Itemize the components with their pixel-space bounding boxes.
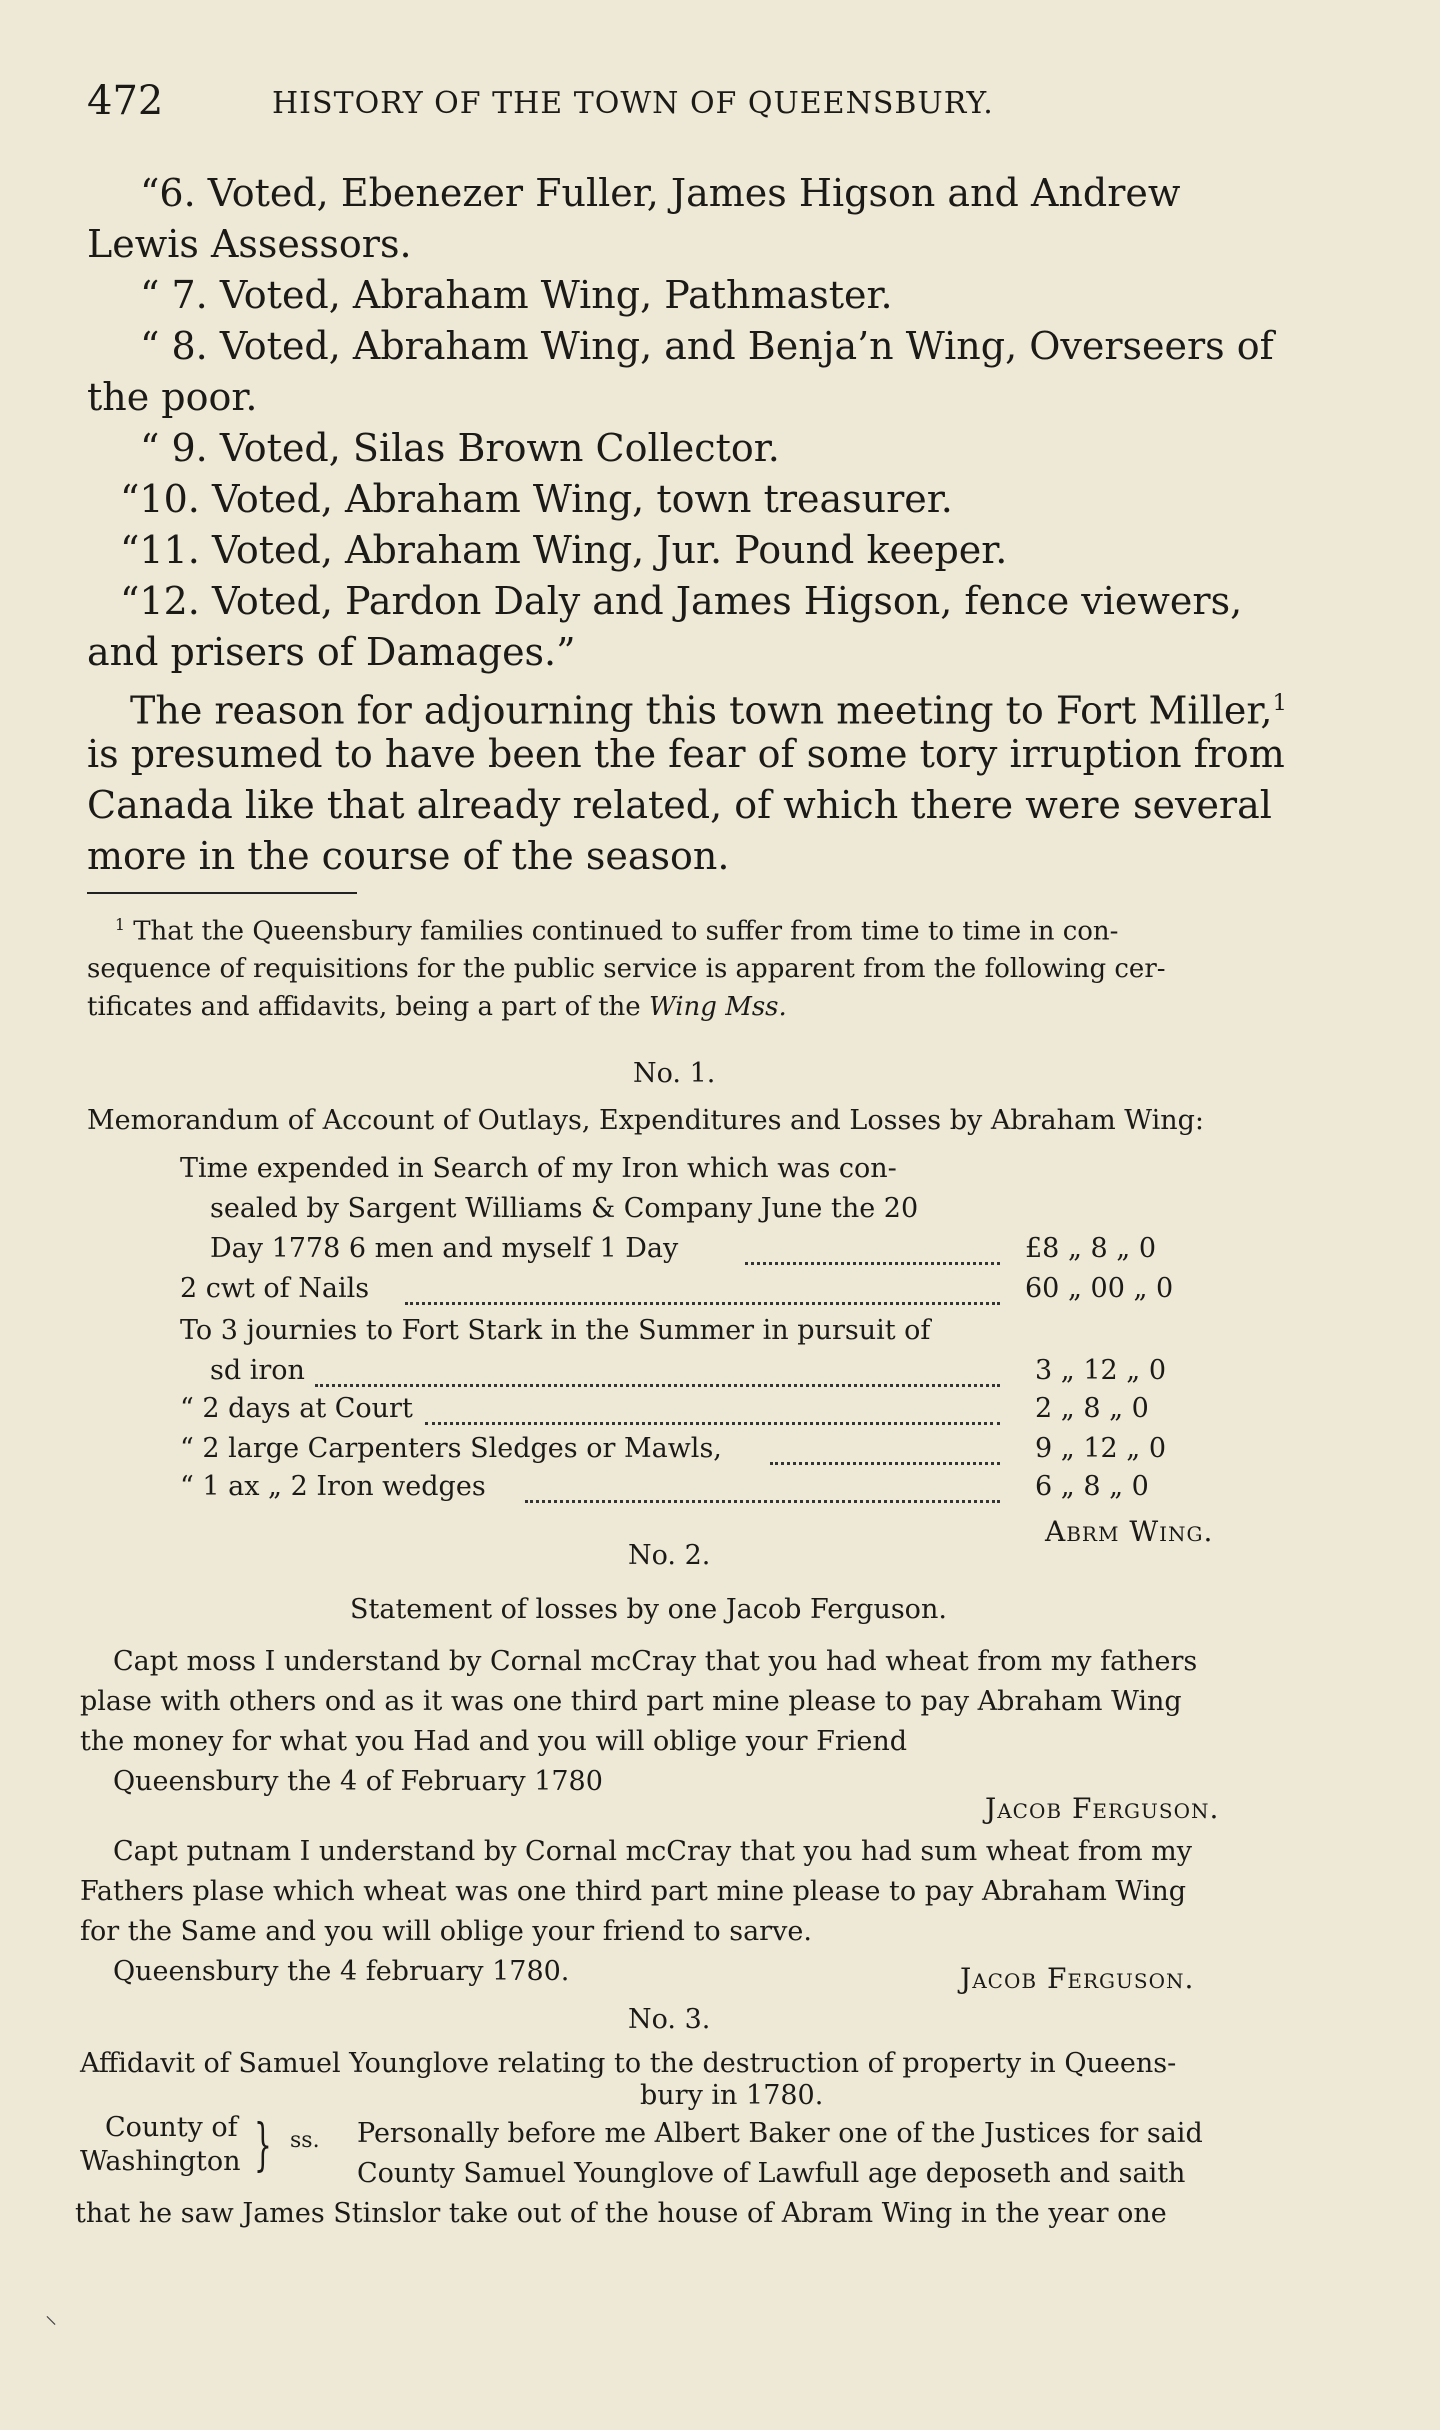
no1-item3-line2: sd iron: [210, 1355, 305, 1386]
footnote-divider: [87, 892, 357, 894]
wing-mss-ref: Wing Mss.: [648, 992, 787, 1022]
no2-letter2-line2: Fathers plase which wheat was one third part mine please to pay Abraham Wing: [80, 1876, 1186, 1907]
paragraph-line3: Canada like that already related, of which there were several: [87, 783, 1272, 827]
no2-letter2-line1: Capt putnam I understand by Cornal mcCray that you had sum wheat from my: [113, 1836, 1193, 1867]
no1-item5: “ 2 large Carpenters Sledges or Mawls,: [180, 1433, 722, 1464]
county-line1: County of: [105, 2112, 238, 2143]
no1-item1-line1: Time expended in Search of my Iron which was con-: [180, 1153, 897, 1184]
county-brace: }: [254, 2113, 272, 2178]
no1-signature: Abrm Wing.: [1045, 1515, 1214, 1548]
vote-8-line1: “ 8. Voted, Abraham Wing, and Benja’n Wing, Overseers of: [140, 324, 1274, 368]
no3-title-line2: bury in 1780.: [640, 2080, 824, 2111]
no1-item1-amount: £8 „ 8 „ 0: [1025, 1233, 1157, 1264]
footnote-line3: tificates and affidavits, being a part of the Wing Mss.: [87, 992, 787, 1022]
running-header: HISTORY OF THE TOWN OF QUEENSBURY.: [272, 86, 994, 121]
scilicet-mark: ss.: [290, 2128, 320, 2153]
vote-6-line2: Lewis Assessors.: [87, 222, 412, 266]
margin-mark: ⸜: [45, 2301, 57, 2329]
no1-item2: 2 cwt of Nails: [180, 1273, 370, 1304]
no1-item1-line2: sealed by Sargent Williams & Company June the 20: [210, 1193, 919, 1224]
no2-heading: No. 2.: [628, 1540, 711, 1571]
no2-letter1-line3: the money for what you Had and you will oblige your Friend: [80, 1726, 908, 1757]
no2-letter1-signature: Jacob Ferguson.: [985, 1792, 1220, 1825]
leader-dots: [745, 1260, 1000, 1265]
no3-title-line1: Affidavit of Samuel Younglove relating to the destruction of property in Queens-: [80, 2048, 1177, 2079]
footnote-ref: 1: [1272, 690, 1287, 716]
no1-item2-amount: 60 „ 00 „ 0: [1025, 1273, 1174, 1304]
paragraph-line4: more in the course of the season.: [87, 834, 730, 878]
no3-heading: No. 3.: [628, 2004, 711, 2035]
leader-dots: [525, 1498, 1000, 1503]
no2-letter1-line1: Capt moss I understand by Cornal mcCray that you had wheat from my fathers: [113, 1646, 1198, 1677]
no1-item6-amount: 6 „ 8 „ 0: [1035, 1471, 1149, 1502]
no3-text-line1: Personally before me Albert Baker one of the Justices for said: [357, 2118, 1203, 2149]
no1-item1-line3: Day 1778 6 men and myself 1 Day: [210, 1233, 679, 1264]
footnote-line2: sequence of requisitions for the public service is apparent from the following cer-: [87, 954, 1166, 984]
no1-item4: “ 2 days at Court: [180, 1393, 413, 1424]
no1-item5-amount: 9 „ 12 „ 0: [1035, 1433, 1167, 1464]
no3-text-line2: County Samuel Younglove of Lawfull age deposeth and saith: [357, 2158, 1186, 2189]
no1-item3-line1: To 3 journies to Fort Stark in the Summer in pursuit of: [180, 1315, 931, 1346]
vote-6-line1: “6. Voted, Ebenezer Fuller, James Higson and Andrew: [140, 171, 1181, 215]
no2-letter1-line2: plase with others ond as it was one third part mine please to pay Abraham Wing: [80, 1686, 1182, 1717]
no1-item6: “ 1 ax „ 2 Iron wedges: [180, 1471, 486, 1502]
no2-letter2-signature: Jacob Ferguson.: [960, 1962, 1195, 1995]
leader-dots: [425, 1420, 1000, 1425]
no2-letter2-line3: for the Same and you will oblige your friend to sarve.: [80, 1916, 812, 1947]
page-number: 472: [87, 78, 164, 124]
no3-last-line: that he saw James Stinslor take out of the house of Abram Wing in the year one: [75, 2198, 1167, 2229]
county-line2: Washington: [80, 2146, 241, 2177]
no2-title: Statement of losses by one Jacob Ferguson.: [350, 1594, 947, 1625]
paragraph-line2: is presumed to have been the fear of some tory irruption from: [87, 732, 1285, 776]
no1-heading: No. 1.: [633, 1058, 716, 1089]
vote-8-line2: the poor.: [87, 375, 258, 419]
no1-item4-amount: 2 „ 8 „ 0: [1035, 1393, 1149, 1424]
vote-12-line2: and prisers of Damages.”: [87, 630, 576, 674]
vote-7: “ 7. Voted, Abraham Wing, Pathmaster.: [140, 273, 893, 317]
vote-10: “10. Voted, Abraham Wing, town treasurer.: [120, 477, 953, 521]
leader-dots: [405, 1300, 1000, 1305]
paragraph-line1: The reason for adjourning this town meeting to Fort Miller,$^1$: [130, 688, 1287, 733]
no2-letter2-date: Queensbury the 4 february 1780.: [113, 1956, 570, 1987]
vote-11: “11. Voted, Abraham Wing, Jur. Pound keeper.: [120, 528, 1008, 572]
vote-12-line1: “12. Voted, Pardon Daly and James Higson, fence viewers,: [120, 579, 1243, 623]
leader-dots: [315, 1382, 1000, 1387]
no1-title: Memorandum of Account of Outlays, Expenditures and Losses by Abraham Wing:: [87, 1105, 1204, 1136]
vote-9: “ 9. Voted, Silas Brown Collector.: [140, 426, 780, 470]
leader-dots: [770, 1460, 1000, 1465]
no1-item3-amount: 3 „ 12 „ 0: [1035, 1355, 1167, 1386]
no2-letter1-date: Queensbury the 4 of February 1780: [113, 1766, 603, 1797]
footnote-line1: $^1$ That the Queensbury families continued to suffer from time to time in con-: [115, 916, 1119, 947]
